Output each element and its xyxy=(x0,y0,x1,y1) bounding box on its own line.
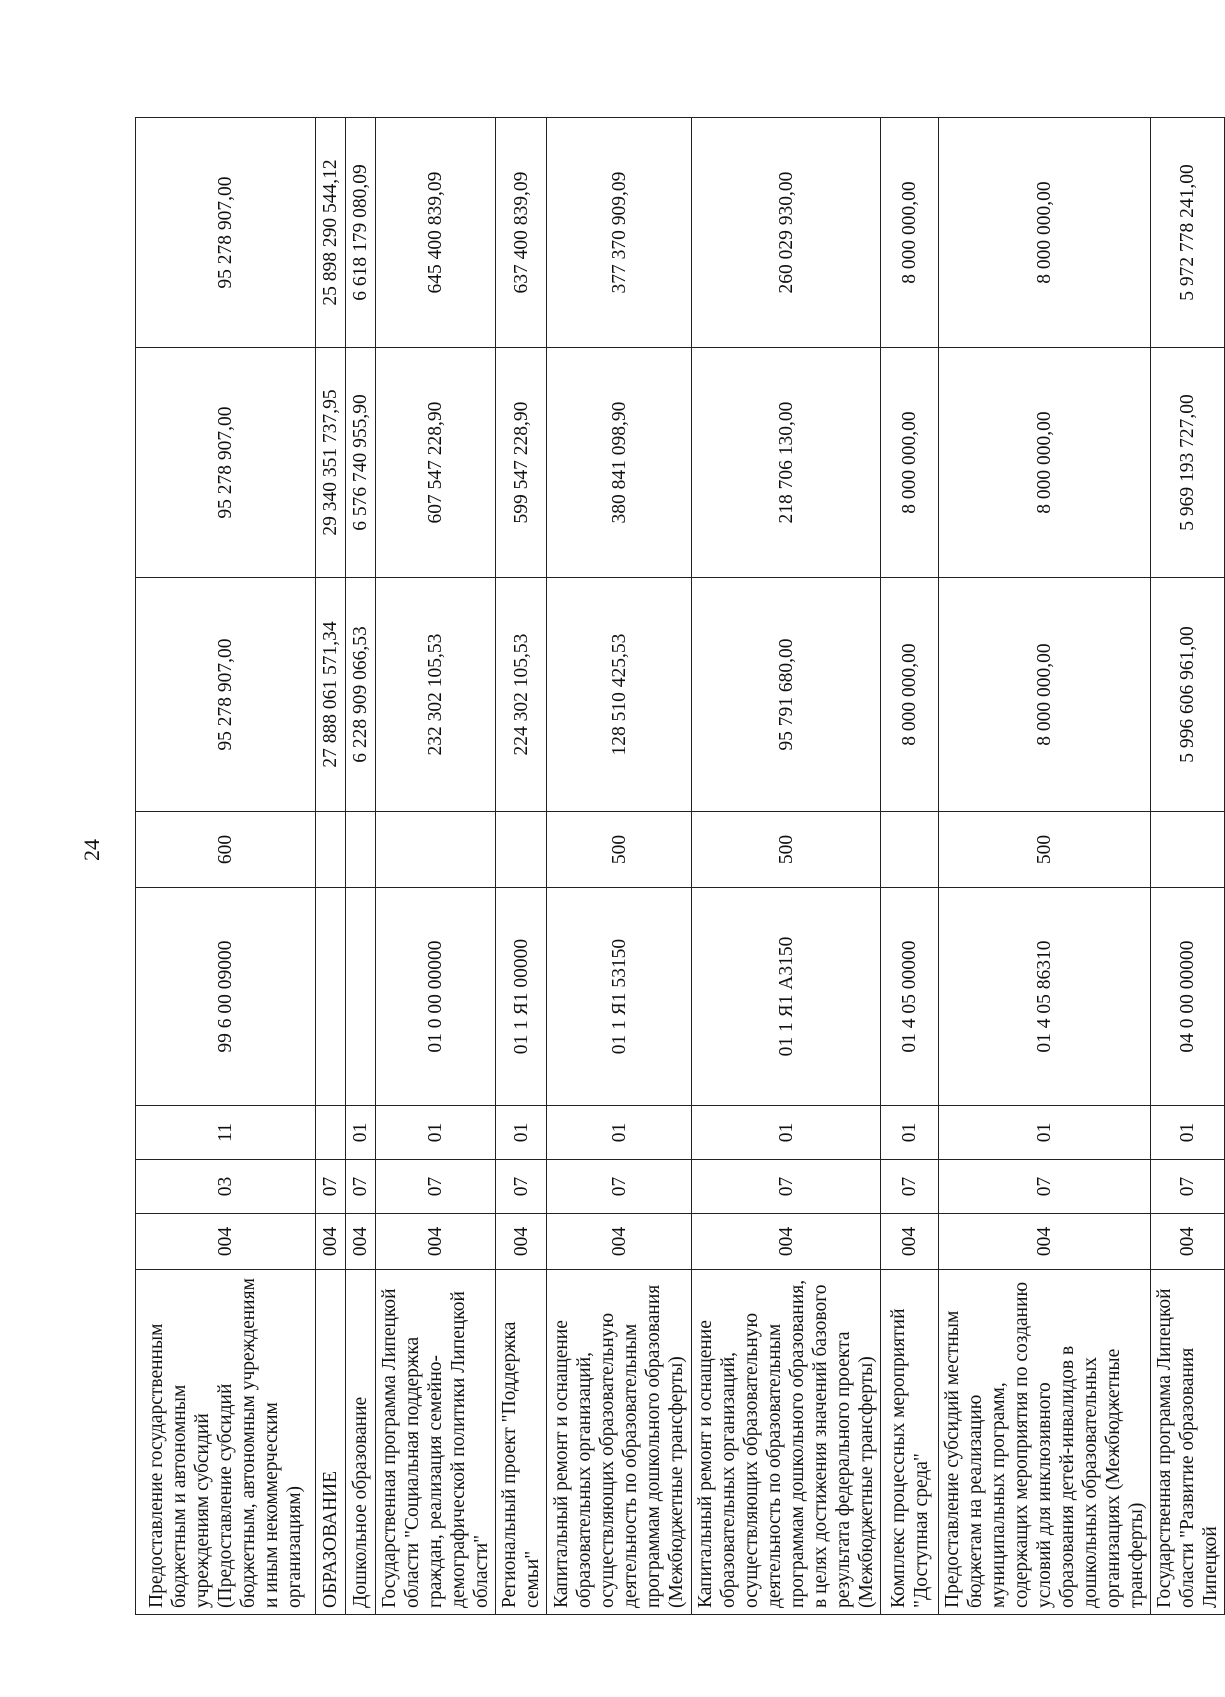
section-code-cell: 07 xyxy=(376,1160,496,1214)
expense-type-cell: 500 xyxy=(939,812,1151,888)
admin-code-cell: 004 xyxy=(881,1214,939,1270)
target-article-cell: 01 1 Я1 00000 xyxy=(496,888,547,1106)
amount-year-2-cell: 607 547 228,90 xyxy=(376,348,496,578)
table-row xyxy=(1151,118,1225,1615)
amount-year-3-cell: 25 898 290 544,12 xyxy=(316,118,346,348)
expense-type-cell: 500 xyxy=(547,812,692,888)
row-name-cell: Предоставление субсидий местным бюджетам на реализацию муниципальных программ, содержащих мероприятия по созданию условий для инклюзивного образования детей-инвалидов в дошкольных образовательных организациях (Межбюджетные трансферты) xyxy=(939,1270,1151,1615)
amount-year-2-cell: 6 576 740 955,90 xyxy=(346,348,376,578)
row-name-cell: Региональный проект "Поддержка семьи" xyxy=(496,1270,547,1615)
admin-code-cell: 004 xyxy=(316,1214,346,1270)
subsection-code-cell xyxy=(316,1106,346,1160)
amount-year-3-cell: 8 000 000,00 xyxy=(939,118,1151,348)
subsection-code-cell: 01 xyxy=(692,1106,881,1160)
amount-year-1-cell: 8 000 000,00 xyxy=(939,578,1151,812)
amount-year-1-cell: 224 302 105,53 xyxy=(496,578,547,812)
expense-type-cell: 500 xyxy=(692,812,881,888)
table-row xyxy=(547,118,692,1615)
expense-type-cell: 600 xyxy=(136,812,316,888)
expense-type-cell xyxy=(496,812,547,888)
subsection-code-cell: 01 xyxy=(346,1106,376,1160)
subsection-code-cell: 11 xyxy=(136,1106,316,1160)
section-code-cell: 07 xyxy=(939,1160,1151,1214)
budget-table-container xyxy=(135,118,1221,1615)
expense-type-cell xyxy=(316,812,346,888)
expense-type-cell xyxy=(881,812,939,888)
expense-type-cell xyxy=(1151,812,1225,888)
row-name-cell: Государственная программа Липецкой области "Социальная поддержка граждан, реализация семейно-демографической политики Липецкой области" xyxy=(376,1270,496,1615)
subsection-code-cell: 01 xyxy=(376,1106,496,1160)
table-row xyxy=(316,118,346,1615)
amount-year-2-cell: 8 000 000,00 xyxy=(881,348,939,578)
table-row xyxy=(346,118,376,1615)
amount-year-3-cell: 95 278 907,00 xyxy=(136,118,316,348)
admin-code-cell: 004 xyxy=(376,1214,496,1270)
table-row xyxy=(376,118,496,1615)
amount-year-1-cell: 95 791 680,00 xyxy=(692,578,881,812)
admin-code-cell: 004 xyxy=(496,1214,547,1270)
section-code-cell: 07 xyxy=(496,1160,547,1214)
amount-year-3-cell: 260 029 930,00 xyxy=(692,118,881,348)
table-row xyxy=(136,118,316,1615)
section-code-cell: 07 xyxy=(346,1160,376,1214)
subsection-code-cell: 01 xyxy=(939,1106,1151,1160)
table-row xyxy=(692,118,881,1615)
expense-type-cell xyxy=(376,812,496,888)
row-name-cell: ОБРАЗОВАНИЕ xyxy=(316,1270,346,1615)
table-row xyxy=(496,118,547,1615)
admin-code-cell: 004 xyxy=(547,1214,692,1270)
budget-table xyxy=(135,117,1225,1615)
section-code-cell: 07 xyxy=(547,1160,692,1214)
subsection-code-cell: 01 xyxy=(881,1106,939,1160)
admin-code-cell: 004 xyxy=(692,1214,881,1270)
target-article-cell: 04 0 00 00000 xyxy=(1151,888,1225,1106)
amount-year-1-cell: 8 000 000,00 xyxy=(881,578,939,812)
target-article-cell: 99 6 00 09000 xyxy=(136,888,316,1106)
row-name-cell: Предоставление государственным бюджетным и автономным учреждениям субсидий (Предоставление субсидий бюджетным, автономным учреждениям и иным некоммерческим организациям) xyxy=(136,1270,316,1615)
amount-year-2-cell: 218 706 130,00 xyxy=(692,348,881,578)
page-number: 24 xyxy=(79,839,104,861)
amount-year-3-cell: 5 972 778 241,00 xyxy=(1151,118,1225,348)
table-row xyxy=(939,118,1151,1615)
amount-year-1-cell: 6 228 909 066,53 xyxy=(346,578,376,812)
section-code-cell: 07 xyxy=(1151,1160,1225,1214)
target-article-cell: 01 4 05 00000 xyxy=(881,888,939,1106)
amount-year-3-cell: 645 400 839,09 xyxy=(376,118,496,348)
amount-year-2-cell: 380 841 098,90 xyxy=(547,348,692,578)
subsection-code-cell: 01 xyxy=(496,1106,547,1160)
table-row xyxy=(881,118,939,1615)
amount-year-2-cell: 95 278 907,00 xyxy=(136,348,316,578)
section-code-cell: 03 xyxy=(136,1160,316,1214)
admin-code-cell: 004 xyxy=(346,1214,376,1270)
target-article-cell xyxy=(316,888,346,1106)
admin-code-cell: 004 xyxy=(1151,1214,1225,1270)
section-code-cell: 07 xyxy=(316,1160,346,1214)
target-article-cell xyxy=(346,888,376,1106)
amount-year-1-cell: 128 510 425,53 xyxy=(547,578,692,812)
admin-code-cell: 004 xyxy=(939,1214,1151,1270)
row-name-cell: Капитальный ремонт и оснащение образовательных организаций, осуществляющих образовательную деятельность по образовательным программам дошкольного образования, в целях достижения значений базового результата федерального проекта (Межбюджетные трансферты) xyxy=(692,1270,881,1615)
amount-year-2-cell: 8 000 000,00 xyxy=(939,348,1151,578)
target-article-cell: 01 0 00 00000 xyxy=(376,888,496,1106)
amount-year-1-cell: 95 278 907,00 xyxy=(136,578,316,812)
subsection-code-cell: 01 xyxy=(547,1106,692,1160)
section-code-cell: 07 xyxy=(881,1160,939,1214)
table-body xyxy=(136,118,1225,1615)
target-article-cell: 01 4 05 86310 xyxy=(939,888,1151,1106)
amount-year-3-cell: 8 000 000,00 xyxy=(881,118,939,348)
target-article-cell: 01 1 Я1 53150 xyxy=(547,888,692,1106)
amount-year-3-cell: 377 370 909,09 xyxy=(547,118,692,348)
amount-year-1-cell: 5 996 606 961,00 xyxy=(1151,578,1225,812)
amount-year-3-cell: 637 400 839,09 xyxy=(496,118,547,348)
amount-year-1-cell: 27 888 061 571,34 xyxy=(316,578,346,812)
amount-year-1-cell: 232 302 105,53 xyxy=(376,578,496,812)
amount-year-2-cell: 29 340 351 737,95 xyxy=(316,348,346,578)
amount-year-2-cell: 5 969 193 727,00 xyxy=(1151,348,1225,578)
expense-type-cell xyxy=(346,812,376,888)
row-name-cell: Комплекс процессных мероприятий "Доступная среда" xyxy=(881,1270,939,1615)
amount-year-2-cell: 599 547 228,90 xyxy=(496,348,547,578)
amount-year-3-cell: 6 618 179 080,09 xyxy=(346,118,376,348)
row-name-cell: Капитальный ремонт и оснащение образовательных организаций, осуществляющих образовательную деятельность по образовательным программам дошкольного образования (Межбюджетные трансферты) xyxy=(547,1270,692,1615)
target-article-cell: 01 1 Я1 А3150 xyxy=(692,888,881,1106)
row-name-cell: Государственная программа Липецкой области "Развитие образования Липецкой xyxy=(1151,1270,1225,1615)
section-code-cell: 07 xyxy=(692,1160,881,1214)
admin-code-cell: 004 xyxy=(136,1214,316,1270)
subsection-code-cell: 01 xyxy=(1151,1106,1225,1160)
row-name-cell: Дошкольное образование xyxy=(346,1270,376,1615)
